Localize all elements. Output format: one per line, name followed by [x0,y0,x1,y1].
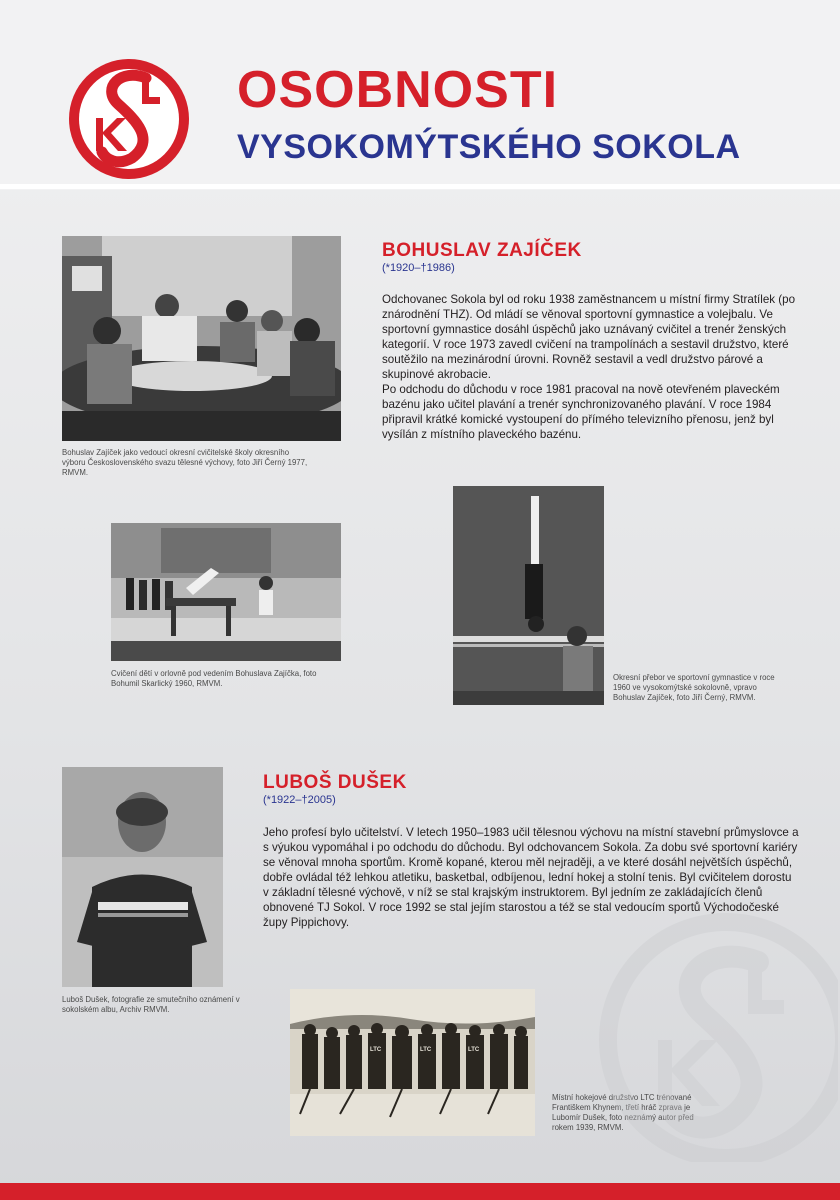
photo-portrait-dusek [62,767,223,987]
photo-hockey-team [290,989,535,1136]
jersey-label: LTC [468,1047,480,1053]
caption-hockey-team: Místní hokejové družstvo LTC trénované Františkem Khynem, třetí hráč zprava je Lubomír Dušek, foto neznámý autor před rokem 1939, RMVM. [552,1093,694,1132]
page-title: OSOBNOSTI [237,61,559,119]
bio-zajicek-part1: Odchovanec Sokola byl od roku 1938 zaměstnancem u místní firmy Stratílek (po znárodnění THZ). Od mládí se věnoval sportovní gymnastice a volejbalu. Ve sportovní gymnastice dosáhl úspěchů jako uznávaný cvičitel a trenér ženských kategorií. V roce 1973 zavedl cvičení na trampolínách a sestavil družstvo, které soutěžilo na mezinárodní úrovni. Rovněž sestavil a vedl družstvo párové a skupinové akrobacie. [382,293,796,381]
jersey-label: LTC [370,1047,382,1053]
caption-gymnastics-bars: Okresní přebor ve sportovní gymnastice v roce 1960 ve vysokomýtské sokolovně, vpravo Bohuslav Zajíček, foto Jiří Černý, RMVM. [613,673,775,702]
person-name-dusek: LUBOŠ DUŠEK [263,772,407,793]
photo-meeting [62,236,341,441]
sokol-logo [66,44,192,194]
person-dates-zajicek: (*1920–†1986) [382,262,455,274]
bottom-red-bar [0,1183,840,1200]
person-name-zajicek: BOHUSLAV ZAJÍČEK [382,240,582,261]
jersey-label: LTC [420,1047,432,1053]
sokol-watermark-logo [598,912,838,1162]
photo-gym-children [111,523,341,661]
caption-gym-children: Cvičení dětí v orlovně pod vedením Bohuslava Zajíčka, foto Bohumil Skarlický 1960, RMVM. [111,669,317,688]
photo-gymnastics-bars [453,486,604,705]
caption-meeting: Bohuslav Zajíček jako vedoucí okresní cvičitelské školy okresního výboru Československého svazu tělesné výchovy, foto Jiří Černý 1977, RMVM. [62,448,308,477]
bio-zajicek-part2: Po odchodu do důchodu v roce 1981 pracoval na nově otevřeném plaveckém bazénu jako učitel plavání a trenér synchronizovaného plavání. V roce 1984 připravil krátké komické vystoupení do přímého televizního přenosu, jenž byl vysílán z místního plaveckého bazénu. [382,383,780,441]
caption-portrait-dusek: Luboš Dušek, fotografie ze smutečního oznámení v sokolském albu, Archiv RMVM. [62,995,240,1014]
bio-zajicek [382,292,800,442]
person-dates-dusek: (*1922–†2005) [263,794,336,806]
page-subtitle: VYSOKOMÝTSKÉHO SOKOLA [237,128,741,166]
bio-dusek: Jeho profesí bylo učitelství. V letech 1950–1983 učil tělesnou výchovu na místní stavební průmyslovce a s výukou vypomáhal i po odchodu do důchodu. Byl odchovancem Sokola. Za dobu své sportovní kariéry se věnoval mnoha sportům. Kromě kopané, kterou měl nejraději, a ve které dosáhl největších úspěchů, dobře ovládal též lehkou atletiku, basketbal, odbíjenou, lední hokej a stolní tenis. Byl cvičitelem dorostu v základní tělesné výchově, v níž se stal krajským instruktorem. Byl jedním ze zakládajících členů obnovené TJ Sokol. V roce 1992 se stal jejím starostou a též se stal vedoucím sportů Východočeské župy Pippichovy. [263,826,799,929]
